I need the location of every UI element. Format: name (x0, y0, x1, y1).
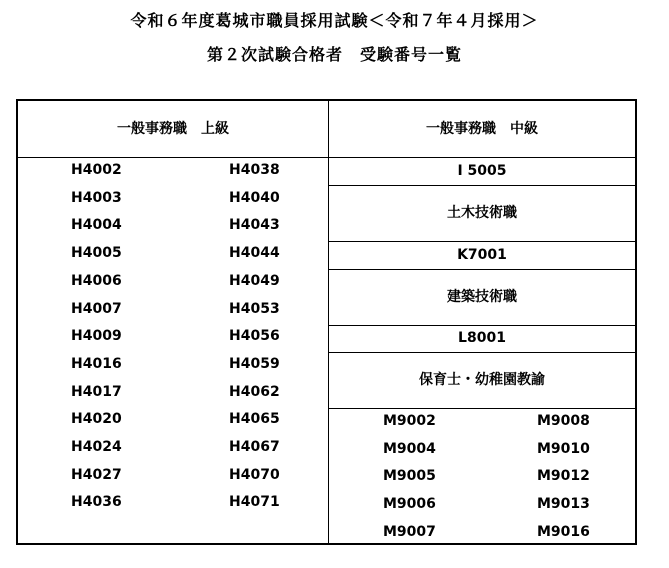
architecture-number: L8001 (458, 330, 506, 346)
exam-number: H4002 (71, 162, 122, 178)
exam-number: H4017 (71, 383, 122, 400)
exam-number: H4065 (229, 411, 280, 428)
exam-number: M9016 (537, 523, 590, 540)
exam-number: H4009 (71, 328, 122, 345)
exam-number: M9002 (383, 413, 436, 429)
results-table (16, 99, 637, 545)
divider (329, 408, 635, 409)
exam-number: H4070 (229, 466, 280, 483)
exam-number: M9004 (383, 440, 436, 457)
exam-number: M9012 (537, 468, 590, 485)
header-general-intermediate: 一般事務職 中級 (426, 121, 538, 137)
exam-number: H4044 (229, 245, 280, 262)
exam-number: H4043 (229, 217, 280, 234)
exam-number: H4071 (229, 494, 280, 511)
intermediate-number: I 5005 (457, 163, 507, 179)
document-subtitle: 第２次試験合格者 受験番号一覧 (206, 45, 462, 64)
exam-number: H4005 (71, 245, 122, 262)
exam-number: H4024 (71, 439, 122, 455)
exam-number: H4067 (229, 439, 280, 455)
exam-number: M9008 (537, 413, 590, 429)
exam-number: H4016 (71, 355, 122, 372)
exam-number: H4006 (71, 272, 122, 289)
exam-number: M9013 (537, 496, 590, 513)
exam-number: H4004 (71, 217, 122, 234)
exam-number: M9005 (383, 468, 436, 485)
exam-number: H4038 (229, 162, 280, 178)
exam-number: H4040 (229, 189, 280, 206)
exam-number: H4020 (71, 411, 122, 428)
civil-engineering-number: K7001 (457, 247, 507, 263)
exam-number: M9006 (383, 496, 436, 513)
header-general-senior: 一般事務職 上級 (117, 121, 229, 137)
exam-number: H4007 (71, 300, 122, 317)
exam-number: H4003 (71, 189, 122, 206)
header-architecture: 建築技術職 (447, 289, 517, 305)
exam-number: H4059 (229, 355, 280, 372)
exam-number: H4062 (229, 383, 280, 400)
exam-number: H4036 (71, 494, 122, 511)
exam-number: M9010 (537, 440, 590, 457)
document-title: 令和６年度葛城市職員採用試験＜令和７年４月採用＞ (130, 11, 539, 30)
exam-number: H4049 (229, 272, 280, 289)
exam-number: H4053 (229, 300, 280, 317)
header-childcare: 保育士・幼稚園教諭 (419, 372, 545, 388)
header-civil-engineering: 土木技術職 (447, 205, 517, 221)
exam-number: M9007 (383, 523, 436, 540)
exam-number: H4056 (229, 328, 280, 345)
exam-number: H4027 (71, 466, 122, 483)
